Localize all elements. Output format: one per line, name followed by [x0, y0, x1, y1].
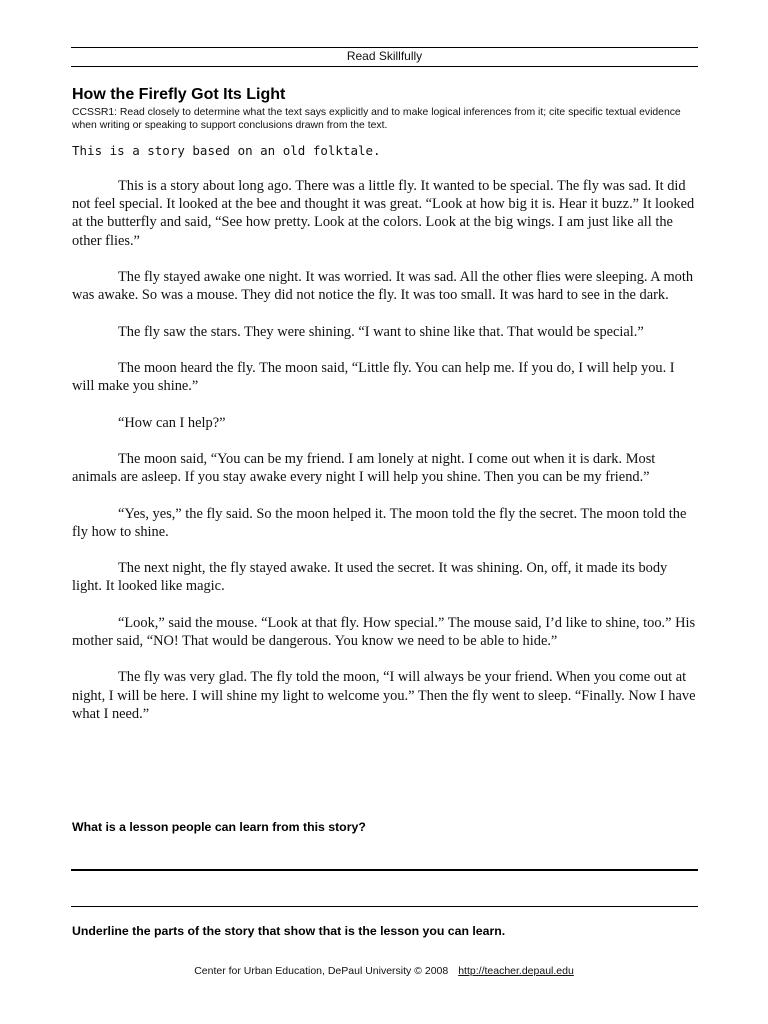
page-title: How the Firefly Got Its Light — [72, 86, 286, 103]
story-paragraph: The fly was very glad. The fly told the moon, “I will always be your friend. When you come out at night, I will be here. I will shine my light to welcome you.” Then the fly went to sleep. “Finally. Now I have what I need.” — [72, 669, 696, 722]
story-paragraph: “Look,” said the mouse. “Look at that fly. How special.” The mouse said, I’d like to shine, too.” His mother said, “NO! That would be dangerous. You know we need to be able to hide.” — [72, 614, 696, 649]
story-paragraph: This is a story about long ago. There was a little fly. It wanted to be special. The fly was sad. It did not feel special. It looked at the bee and thought it was great. “Look at how big it is. Hear it buzz.” It looked at the butterfly and said, “See how pretty. Look at the colors. Look at the big wings. I am just like all the other flies.” — [72, 178, 695, 249]
story-paragraph: The moon said, “You can be my friend. I am lonely at night. I come out when it is dark. Most animals are asleep. If you stay awake every night I will help you shine. Then you can be my friend.” — [72, 450, 656, 486]
answer-line — [71, 869, 698, 871]
story-body — [72, 177, 697, 741]
story-paragraph: The fly saw the stars. They were shining. “I want to shine like that. That would be special.” — [118, 323, 644, 340]
standard-text: CCSSR1: Read closely to determine what the text says explicitly and to make logical inferences from it; cite specific textual evidence when writing or speaking to support conclusions drawn from the text. — [72, 107, 681, 131]
intro-text: This is a story based on an old folktale. — [72, 143, 381, 158]
story-paragraph: “Yes, yes,” the fly said. So the moon helped it. The moon told the fly the secret. The moon told the fly how to shine. — [72, 505, 687, 540]
header-top-rule — [71, 47, 698, 48]
story-paragraph: The moon heard the fly. The moon said, “Little fly. You can help me. If you do, I will help you. I will make you shine.” — [72, 359, 675, 395]
lesson-question: What is a lesson people can learn from this story? — [72, 820, 366, 834]
header-label: Read Skillfully — [346, 49, 423, 63]
story-paragraph: “How can I help?” — [118, 414, 226, 431]
footer-link[interactable]: http://teacher.depaul.edu — [458, 965, 574, 977]
story-paragraph: The fly stayed awake one night. It was worried. It was sad. All the other flies were sleeping. A moth was awake. So was a mouse. They did not notice the fly. It was too small. It was hard to see in the dark. — [72, 269, 694, 304]
header-bottom-rule — [71, 66, 698, 67]
footer — [0, 965, 768, 977]
story-paragraph: The next night, the fly stayed awake. It used the secret. It was shining. On, off, it made its body light. It looked like magic. — [72, 560, 668, 595]
underline-instruction: Underline the parts of the story that show that is the lesson you can learn. — [72, 924, 506, 938]
answer-divider — [71, 906, 698, 907]
footer-credit: Center for Urban Education, DePaul University © 2008 — [194, 965, 449, 977]
